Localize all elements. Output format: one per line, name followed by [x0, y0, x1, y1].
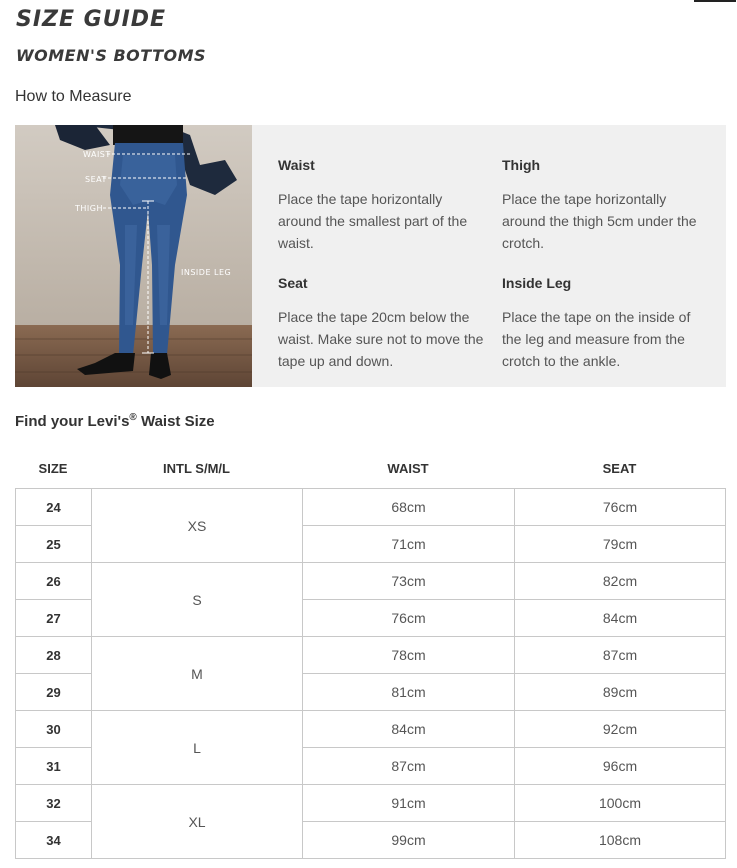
instruction-text: Place the tape on the inside of the leg and measure from the crotch to the ankle.: [502, 309, 691, 369]
column-header-size: SIZE: [38, 461, 68, 476]
size-cell: 28: [16, 637, 92, 674]
measure-panel: [15, 125, 726, 387]
size-cell: 26: [16, 563, 92, 600]
waist-cell: 91cm: [303, 785, 515, 822]
intl-size-cell: XS: [92, 489, 303, 563]
find-waist-size-heading: [15, 412, 215, 430]
waist-cell: 78cm: [303, 637, 515, 674]
column-header-waist: WAIST: [387, 461, 429, 476]
size-cell: 25: [16, 526, 92, 563]
seat-cell: 108cm: [515, 822, 726, 859]
seat-cell: 89cm: [515, 674, 726, 711]
size-cell: 24: [16, 489, 92, 526]
size-table: [15, 488, 726, 859]
size-cell: 31: [16, 748, 92, 785]
waist-cell: 73cm: [303, 563, 515, 600]
seat-cell: 100cm: [515, 785, 726, 822]
inside-leg-diagram-label: INSIDE LEG: [181, 268, 232, 277]
close-bar[interactable]: [694, 0, 736, 2]
inside-leg-instruction: [502, 274, 712, 372]
find-title-prefix: Find your Levi's: [15, 413, 130, 430]
instruction-text: Place the tape horizontally around the thigh 5cm under the crotch.: [502, 191, 697, 251]
seat-instruction: [278, 274, 488, 372]
seat-cell: 82cm: [515, 563, 726, 600]
table-row: [16, 637, 726, 674]
waist-cell: 84cm: [303, 711, 515, 748]
seat-cell: 84cm: [515, 600, 726, 637]
seat-cell: 92cm: [515, 711, 726, 748]
intl-size-cell: XL: [92, 785, 303, 859]
find-title-suffix: Waist Size: [136, 413, 215, 430]
table-row: [16, 563, 726, 600]
size-cell: 30: [16, 711, 92, 748]
column-header-intl: INTL S/M/L: [163, 461, 230, 476]
category-subtitle: WOMEN'S BOTTOMS: [16, 46, 207, 65]
seat-diagram-label: SEAT: [85, 175, 107, 184]
instruction-title: Waist: [278, 157, 315, 173]
measurement-photo: [15, 125, 252, 387]
thigh-diagram-label: THIGH: [75, 204, 103, 213]
size-cell: 29: [16, 674, 92, 711]
column-header-seat: SEAT: [602, 461, 637, 476]
seat-cell: 79cm: [515, 526, 726, 563]
size-cell: 34: [16, 822, 92, 859]
seat-cell: 96cm: [515, 748, 726, 785]
waist-instruction: [278, 156, 488, 254]
page-title: SIZE GUIDE: [16, 7, 167, 32]
size-cell: 32: [16, 785, 92, 822]
waist-cell: 68cm: [303, 489, 515, 526]
waist-cell: 87cm: [303, 748, 515, 785]
waist-cell: 71cm: [303, 526, 515, 563]
intl-size-cell: L: [92, 711, 303, 785]
seat-cell: 76cm: [515, 489, 726, 526]
table-row: [16, 711, 726, 748]
instruction-title: Seat: [278, 275, 308, 291]
intl-size-cell: S: [92, 563, 303, 637]
registered-mark: ®: [129, 412, 137, 423]
table-row: [16, 489, 726, 526]
seat-cell: 87cm: [515, 637, 726, 674]
instruction-text: Place the tape 20cm below the waist. Make sure not to move the tape up and down.: [278, 309, 484, 369]
instruction-title: Inside Leg: [502, 275, 572, 291]
thigh-instruction: [502, 156, 712, 254]
how-to-measure-heading: How to Measure: [15, 88, 132, 105]
instruction-title: Thigh: [502, 157, 541, 173]
table-row: [16, 785, 726, 822]
waist-diagram-label: WAIST: [83, 150, 111, 159]
instruction-text: Place the tape horizontally around the smallest part of the waist.: [278, 191, 468, 251]
measure-instructions: [252, 125, 726, 387]
intl-size-cell: M: [92, 637, 303, 711]
waist-cell: 76cm: [303, 600, 515, 637]
waist-cell: 99cm: [303, 822, 515, 859]
waist-cell: 81cm: [303, 674, 515, 711]
size-cell: 27: [16, 600, 92, 637]
